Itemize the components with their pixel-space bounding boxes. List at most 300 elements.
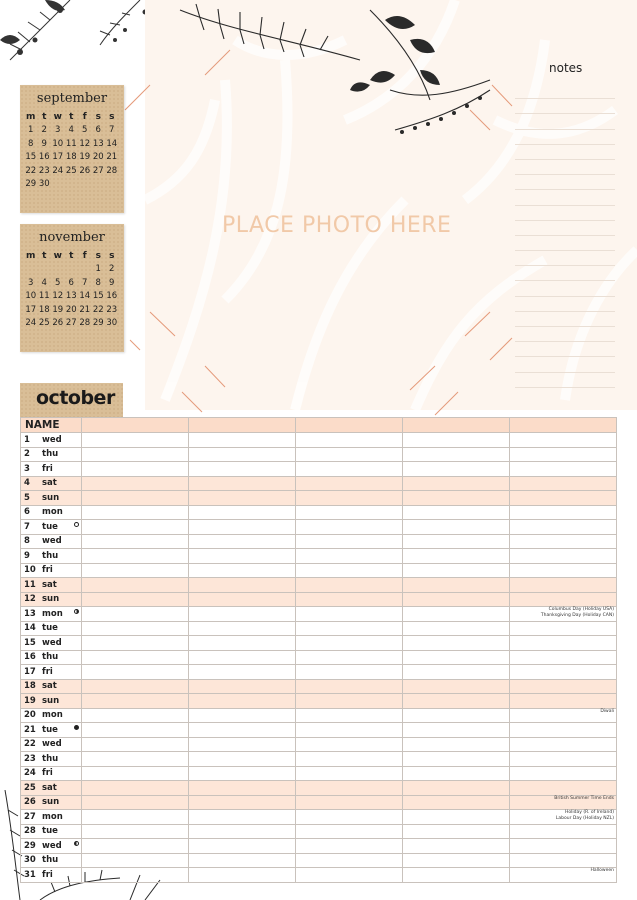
planner-cell[interactable] — [510, 839, 617, 854]
planner-cell[interactable] — [296, 810, 403, 825]
planner-cell[interactable] — [403, 810, 510, 825]
member-name-field[interactable] — [510, 418, 617, 433]
weekday-name: mon — [42, 608, 63, 619]
planner-cell[interactable] — [510, 665, 617, 680]
planner-cell[interactable] — [403, 766, 510, 781]
planner-cell[interactable] — [189, 708, 296, 723]
planner-cell[interactable] — [510, 853, 617, 868]
calendar-date: 25 — [65, 165, 77, 176]
planner-cell[interactable] — [82, 752, 189, 767]
member-name-field[interactable] — [82, 418, 189, 433]
planner-cell[interactable] — [82, 766, 189, 781]
planner-cell[interactable] — [403, 694, 510, 709]
weekday-name: sun — [42, 492, 60, 503]
calendar-date: 17 — [25, 304, 37, 315]
day-label-cell — [21, 505, 82, 520]
planner-cell[interactable] — [189, 795, 296, 810]
planner-cell[interactable] — [403, 534, 510, 549]
note-line[interactable] — [515, 221, 615, 236]
planner-cell[interactable] — [189, 476, 296, 491]
note-line[interactable] — [515, 99, 615, 114]
planner-cell[interactable] — [82, 810, 189, 825]
planner-cell[interactable] — [510, 824, 617, 839]
calendar-date — [24, 263, 38, 277]
calendar-date: 2 — [41, 125, 47, 136]
planner-cell[interactable] — [296, 795, 403, 810]
planner-cell[interactable] — [296, 563, 403, 578]
planner-cell[interactable] — [403, 781, 510, 796]
day-row — [21, 607, 617, 622]
weekday-name: mon — [42, 710, 63, 721]
planner-cell[interactable] — [82, 679, 189, 694]
calendar-date: 21 — [79, 304, 91, 315]
note-line[interactable] — [515, 312, 615, 327]
planner-cell[interactable] — [296, 476, 403, 491]
planner-cell[interactable] — [296, 737, 403, 752]
calendar-date: 12 — [52, 291, 64, 302]
note-line[interactable] — [515, 130, 615, 145]
day-label-cell — [21, 810, 82, 825]
planner-cell[interactable] — [296, 433, 403, 448]
day-label-cell — [21, 853, 82, 868]
planner-cell[interactable] — [296, 592, 403, 607]
moon-phase-icon — [74, 609, 79, 614]
day-label-cell — [21, 636, 82, 651]
day-label-cell — [21, 549, 82, 564]
planner-cell[interactable] — [296, 578, 403, 593]
planner-cell[interactable] — [510, 679, 617, 694]
member-name-field[interactable] — [296, 418, 403, 433]
planner-cell[interactable] — [82, 839, 189, 854]
moon-phase-icon — [74, 841, 79, 846]
day-label-cell — [21, 839, 82, 854]
calendar-date — [51, 263, 65, 277]
calendar-date: 19 — [52, 304, 64, 315]
day-number: 1 — [24, 434, 30, 445]
month-title: october — [36, 387, 115, 409]
mini-calendar-title: november — [39, 230, 105, 245]
day-label-cell — [21, 578, 82, 593]
calendar-date: 12 — [79, 138, 91, 149]
planner-cell[interactable] — [403, 723, 510, 738]
planner-cell[interactable] — [296, 824, 403, 839]
planner-cell[interactable] — [510, 694, 617, 709]
day-number: 4 — [24, 478, 30, 489]
holiday-note — [600, 709, 614, 715]
planner-cell[interactable] — [296, 621, 403, 636]
planner-cell[interactable] — [82, 563, 189, 578]
planner-cell[interactable] — [403, 433, 510, 448]
planner-cell[interactable] — [189, 462, 296, 477]
planner-cell[interactable] — [510, 520, 617, 535]
planner-cell[interactable] — [296, 723, 403, 738]
note-line[interactable] — [515, 206, 615, 221]
calendar-date — [65, 178, 79, 192]
planner-cell[interactable] — [82, 621, 189, 636]
planner-cell[interactable] — [510, 563, 617, 578]
calendar-date: 14 — [79, 291, 91, 302]
weekday-label: f — [82, 111, 87, 122]
planner-cell[interactable] — [296, 752, 403, 767]
note-line[interactable] — [515, 114, 615, 129]
planner-grid-body — [21, 418, 617, 883]
planner-cell[interactable] — [510, 795, 617, 810]
day-label-cell — [21, 737, 82, 752]
calendar-date: 9 — [41, 138, 47, 149]
planner-cell[interactable] — [189, 520, 296, 535]
holiday-note — [541, 607, 614, 618]
mini-calendar-september — [20, 85, 124, 213]
day-label-cell — [21, 621, 82, 636]
day-number: 6 — [24, 507, 30, 518]
planner-cell[interactable] — [403, 476, 510, 491]
planner-cell[interactable] — [82, 607, 189, 622]
weekday-name: thu — [42, 449, 59, 460]
calendar-date: 3 — [55, 125, 61, 136]
planner-cell[interactable] — [403, 839, 510, 854]
planner-cell[interactable] — [403, 549, 510, 564]
day-number: 19 — [24, 695, 36, 706]
calendar-date: 2 — [109, 264, 115, 275]
planner-cell[interactable] — [189, 491, 296, 506]
day-label-cell — [21, 433, 82, 448]
planner-cell[interactable] — [82, 433, 189, 448]
planner-cell[interactable] — [296, 708, 403, 723]
planner-cell[interactable] — [510, 607, 617, 622]
mini-calendar-grid — [24, 249, 119, 330]
planner-cell[interactable] — [82, 549, 189, 564]
planner-cell[interactable] — [296, 650, 403, 665]
day-number: 23 — [24, 753, 36, 764]
day-label-cell — [21, 723, 82, 738]
planner-cell[interactable] — [510, 534, 617, 549]
planner-cell[interactable] — [82, 868, 189, 883]
planner-cell[interactable] — [510, 723, 617, 738]
weekday-name: sun — [42, 594, 60, 605]
weekday-name: wed — [42, 637, 62, 648]
planner-cell[interactable] — [296, 853, 403, 868]
planner-cell[interactable] — [403, 621, 510, 636]
planner-cell[interactable] — [296, 839, 403, 854]
planner-cell[interactable] — [510, 505, 617, 520]
day-number: 29 — [24, 840, 36, 851]
planner-cell[interactable] — [189, 723, 296, 738]
planner-cell[interactable] — [189, 781, 296, 796]
mini-calendar-weeks — [24, 263, 119, 331]
day-row — [21, 853, 617, 868]
planner-cell[interactable] — [296, 665, 403, 680]
calendar-date: 29 — [25, 179, 37, 190]
calendar-date: 7 — [109, 125, 115, 136]
planner-cell[interactable] — [189, 824, 296, 839]
planner-cell[interactable] — [403, 737, 510, 752]
day-label-cell — [21, 491, 82, 506]
planner-cell[interactable] — [189, 679, 296, 694]
day-number: 13 — [24, 608, 36, 619]
planner-cell[interactable] — [403, 491, 510, 506]
day-row — [21, 447, 617, 462]
day-number: 17 — [24, 666, 36, 677]
day-label-cell — [21, 665, 82, 680]
planner-cell[interactable] — [189, 433, 296, 448]
planner-cell[interactable] — [189, 694, 296, 709]
weekday-label: t — [69, 111, 74, 122]
planner-cell[interactable] — [510, 752, 617, 767]
planner-cell[interactable] — [82, 795, 189, 810]
planner-cell[interactable] — [510, 476, 617, 491]
planner-cell[interactable] — [510, 491, 617, 506]
note-line[interactable] — [515, 175, 615, 190]
day-row — [21, 795, 617, 810]
planner-cell[interactable] — [403, 636, 510, 651]
planner-cell[interactable] — [296, 534, 403, 549]
planner-cell[interactable] — [82, 520, 189, 535]
planner-cell[interactable] — [189, 650, 296, 665]
day-row — [21, 810, 617, 825]
planner-cell[interactable] — [510, 636, 617, 651]
holiday-text: Thanksgiving Day (Holiday CAN) — [540, 612, 614, 618]
calendar-date: 23 — [106, 304, 118, 315]
calendar-date — [38, 263, 52, 277]
planner-cell[interactable] — [82, 650, 189, 665]
planner-cell[interactable] — [510, 766, 617, 781]
day-number: 2 — [24, 449, 30, 460]
planner-cell[interactable] — [82, 708, 189, 723]
planner-cell[interactable] — [510, 549, 617, 564]
planner-cell[interactable] — [403, 752, 510, 767]
day-row — [21, 766, 617, 781]
planner-cell[interactable] — [82, 505, 189, 520]
planner-cell[interactable] — [510, 781, 617, 796]
planner-cell[interactable] — [296, 447, 403, 462]
planner-cell[interactable] — [189, 737, 296, 752]
weekday-name: wed — [42, 536, 62, 547]
weekday-name: fri — [42, 666, 53, 677]
calendar-date: 6 — [95, 125, 101, 136]
calendar-date — [92, 178, 106, 192]
planner-cell[interactable] — [189, 578, 296, 593]
botanical-illustration-top — [170, 0, 500, 145]
planner-cell[interactable] — [403, 708, 510, 723]
planner-cell[interactable] — [403, 505, 510, 520]
planner-cell[interactable] — [510, 708, 617, 723]
planner-cell[interactable] — [296, 505, 403, 520]
note-line[interactable] — [515, 357, 615, 372]
planner-cell[interactable] — [296, 607, 403, 622]
planner-cell[interactable] — [403, 563, 510, 578]
planner-cell[interactable] — [296, 549, 403, 564]
holiday-note — [556, 810, 614, 821]
planner-cell[interactable] — [82, 592, 189, 607]
planner-cell[interactable] — [403, 650, 510, 665]
planner-cell[interactable] — [510, 447, 617, 462]
planner-cell[interactable] — [189, 534, 296, 549]
planner-cell[interactable] — [189, 766, 296, 781]
calendar-date — [65, 263, 79, 277]
weekday-label: w — [53, 111, 62, 122]
planner-cell[interactable] — [189, 868, 296, 883]
day-number: 30 — [24, 855, 36, 866]
day-row — [21, 694, 617, 709]
day-row — [21, 462, 617, 477]
day-number: 16 — [24, 652, 36, 663]
calendar-date: 13 — [92, 138, 104, 149]
day-row — [21, 679, 617, 694]
planner-cell[interactable] — [189, 839, 296, 854]
planner-cell[interactable] — [82, 723, 189, 738]
weekday-label: m — [26, 250, 36, 261]
weekday-name: sat — [42, 579, 57, 590]
planner-cell[interactable] — [510, 810, 617, 825]
day-row — [21, 433, 617, 448]
name-header: NAME — [21, 418, 82, 433]
day-number: 7 — [24, 521, 30, 532]
planner-cell[interactable] — [510, 650, 617, 665]
planner-cell[interactable] — [296, 636, 403, 651]
calendar-date: 25 — [38, 318, 50, 329]
planner-cell[interactable] — [510, 621, 617, 636]
calendar-date: 11 — [38, 291, 50, 302]
weekday-name: wed — [42, 840, 62, 851]
planner-cell[interactable] — [189, 752, 296, 767]
note-line[interactable] — [515, 266, 615, 281]
planner-cell[interactable] — [403, 665, 510, 680]
planner-cell[interactable] — [510, 868, 617, 883]
note-line[interactable] — [515, 251, 615, 266]
planner-cell[interactable] — [82, 476, 189, 491]
weekday-name: wed — [42, 739, 62, 750]
planner-cell[interactable] — [403, 578, 510, 593]
note-line[interactable] — [515, 297, 615, 312]
planner-cell[interactable] — [510, 433, 617, 448]
day-number: 25 — [24, 782, 36, 793]
planner-cell[interactable] — [189, 592, 296, 607]
planner-cell[interactable] — [510, 462, 617, 477]
planner-cell[interactable] — [296, 462, 403, 477]
note-line[interactable] — [515, 373, 615, 388]
day-number: 20 — [24, 710, 36, 721]
calendar-date: 11 — [65, 138, 77, 149]
mini-calendar-title: september — [36, 91, 108, 106]
planner-cell[interactable] — [189, 810, 296, 825]
note-line[interactable] — [515, 327, 615, 342]
planner-cell[interactable] — [189, 447, 296, 462]
planner-cell[interactable] — [82, 737, 189, 752]
day-row — [21, 491, 617, 506]
planner-cell[interactable] — [403, 795, 510, 810]
day-number: 26 — [24, 797, 36, 808]
planner-cell[interactable] — [189, 636, 296, 651]
planner-cell[interactable] — [296, 766, 403, 781]
calendar-date: 4 — [41, 277, 47, 288]
member-name-field[interactable] — [189, 418, 296, 433]
month-title-label — [20, 383, 123, 417]
planner-header-row — [21, 418, 617, 433]
planner-cell[interactable] — [296, 679, 403, 694]
note-line[interactable] — [515, 145, 615, 160]
day-label-cell — [21, 694, 82, 709]
day-label-cell — [21, 752, 82, 767]
planner-cell[interactable] — [82, 578, 189, 593]
note-line[interactable] — [515, 84, 615, 99]
planner-cell[interactable] — [510, 737, 617, 752]
planner-cell[interactable] — [296, 520, 403, 535]
planner-cell[interactable] — [403, 592, 510, 607]
planner-cell[interactable] — [189, 563, 296, 578]
mini-calendar-november — [20, 224, 124, 352]
note-line[interactable] — [515, 160, 615, 175]
weekday-label: t — [69, 250, 74, 261]
planner-cell[interactable] — [189, 621, 296, 636]
member-name-field[interactable] — [403, 418, 510, 433]
calendar-date: 30 — [106, 318, 118, 329]
planner-cell[interactable] — [403, 462, 510, 477]
planner-cell[interactable] — [296, 491, 403, 506]
day-number: 21 — [24, 724, 36, 735]
day-label-cell — [21, 824, 82, 839]
day-row — [21, 824, 617, 839]
planner-cell[interactable] — [82, 491, 189, 506]
planner-cell[interactable] — [82, 462, 189, 477]
planner-cell[interactable] — [403, 824, 510, 839]
planner-cell[interactable] — [189, 549, 296, 564]
day-row — [21, 505, 617, 520]
note-line[interactable] — [515, 236, 615, 251]
planner-cell[interactable] — [82, 781, 189, 796]
planner-cell[interactable] — [82, 534, 189, 549]
planner-cell[interactable] — [82, 665, 189, 680]
calendar-date: 24 — [52, 165, 64, 176]
planner-cell[interactable] — [82, 636, 189, 651]
planner-cell[interactable] — [403, 679, 510, 694]
planner-cell[interactable] — [403, 853, 510, 868]
holiday-text: Halloween — [590, 868, 614, 873]
planner-cell[interactable] — [296, 868, 403, 883]
day-label-cell — [21, 462, 82, 477]
planner-cell[interactable] — [510, 592, 617, 607]
planner-cell[interactable] — [189, 607, 296, 622]
planner-cell[interactable] — [189, 505, 296, 520]
day-label-cell — [21, 781, 82, 796]
note-line[interactable] — [515, 190, 615, 205]
planner-cell[interactable] — [82, 694, 189, 709]
note-line[interactable] — [515, 342, 615, 357]
planner-cell[interactable] — [82, 853, 189, 868]
planner-cell[interactable] — [403, 868, 510, 883]
calendar-date: 28 — [79, 318, 91, 329]
note-line[interactable] — [515, 281, 615, 296]
planner-cell[interactable] — [403, 607, 510, 622]
planner-cell[interactable] — [82, 824, 189, 839]
planner-cell[interactable] — [189, 853, 296, 868]
day-number: 3 — [24, 463, 30, 474]
planner-cell[interactable] — [403, 447, 510, 462]
day-row — [21, 839, 617, 854]
planner-cell[interactable] — [296, 694, 403, 709]
planner-cell[interactable] — [403, 520, 510, 535]
calendar-date: 16 — [106, 291, 118, 302]
planner-cell[interactable] — [510, 578, 617, 593]
planner-cell[interactable] — [189, 665, 296, 680]
day-row — [21, 650, 617, 665]
planner-cell[interactable] — [296, 781, 403, 796]
notes-lines[interactable] — [515, 84, 615, 388]
calendar-date: 18 — [65, 152, 77, 163]
planner-cell[interactable] — [82, 447, 189, 462]
weekday-label: m — [26, 111, 36, 122]
weekday-name: sun — [42, 695, 60, 706]
calendar-date: 27 — [92, 165, 104, 176]
